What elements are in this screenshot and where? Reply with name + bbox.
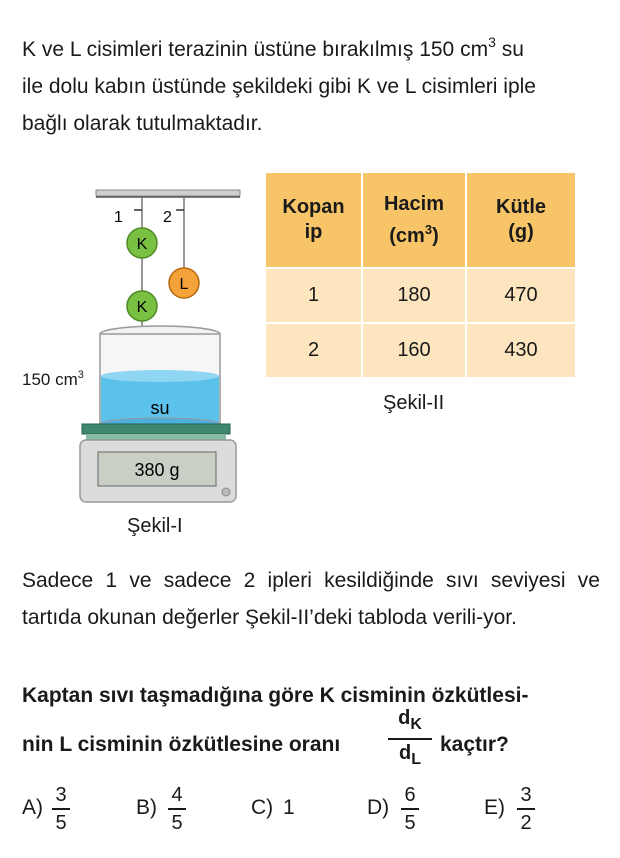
beaker — [100, 326, 220, 430]
option-c-value: 1 — [283, 796, 295, 819]
table-header-cell: Kopan ip — [265, 172, 362, 268]
volume-label: 150 $cm^3$ — [22, 369, 84, 389]
intro-line-2: ile dolu kabın üstünde şekildeki gibi K ve L cisimleri iple — [22, 75, 536, 98]
table-cell: 2 — [265, 323, 362, 378]
table-header-row — [265, 172, 576, 268]
density-ratio-fraction: $d_K$ $d_L$ — [388, 707, 432, 771]
intro-cube-superscript: 3 — [488, 34, 496, 50]
question-bold-line-2-start: nin L cisminin özkütlesine oranı — [22, 733, 341, 756]
figure-2-caption: Şekil-II — [383, 392, 445, 414]
intro-line-3: bağlı olarak tutulmaktadır. — [22, 112, 263, 135]
data-table — [264, 171, 577, 379]
scale-reading: 380 g — [134, 460, 180, 480]
table-cell: 430 — [466, 323, 576, 378]
rope-1-label: 1 — [114, 209, 123, 226]
object-k-lower — [127, 291, 157, 321]
option-d-fraction: 6 5 — [401, 784, 419, 834]
svg-text:K: K — [136, 236, 148, 253]
rope-2-label: 2 — [163, 209, 172, 226]
option-a-fraction: 3 5 — [52, 784, 70, 834]
weighing-scale — [80, 424, 236, 502]
figure-1-caption: Şekil-I — [127, 515, 183, 537]
svg-text:K: K — [136, 299, 148, 316]
question-paragraph: Sadece 1 ve sadece 2 ipleri kesildiğinde sıvı seviyesi ve tartıda okunan değerler Şekil-II’deki tabloda verili-yor. — [22, 569, 600, 629]
table-header-cell: Hacim $(cm^3)$ — [362, 172, 466, 268]
object-l — [169, 268, 199, 298]
table-cell: 160 — [362, 323, 466, 378]
water-label: su — [150, 398, 170, 418]
question-bold-line-1: Kaptan sıvı taşmadığına göre K cisminin özkütlesi- — [22, 684, 529, 707]
intro-line-1: K ve L cisimleri terazinin üstüne bırakılmış 150 cm — [22, 38, 489, 61]
table-row — [265, 323, 576, 378]
table-cell: 180 — [362, 268, 466, 323]
intro-line-1-end: su — [495, 38, 524, 61]
table-cell: 470 — [466, 268, 576, 323]
table-cell: 1 — [265, 268, 362, 323]
ceiling-support — [96, 190, 240, 197]
intro-paragraph — [22, 24, 602, 142]
question-bold-line-2-end: kaçtır? — [440, 733, 509, 756]
figure-1-illustration — [0, 180, 260, 530]
table-row — [265, 268, 576, 323]
table-header-cell: Kütle (g) — [466, 172, 576, 268]
svg-text:L: L — [179, 276, 189, 293]
option-e-fraction: 3 2 — [517, 784, 535, 834]
option-b-fraction: 4 5 — [168, 784, 186, 834]
object-k-upper — [127, 228, 157, 258]
